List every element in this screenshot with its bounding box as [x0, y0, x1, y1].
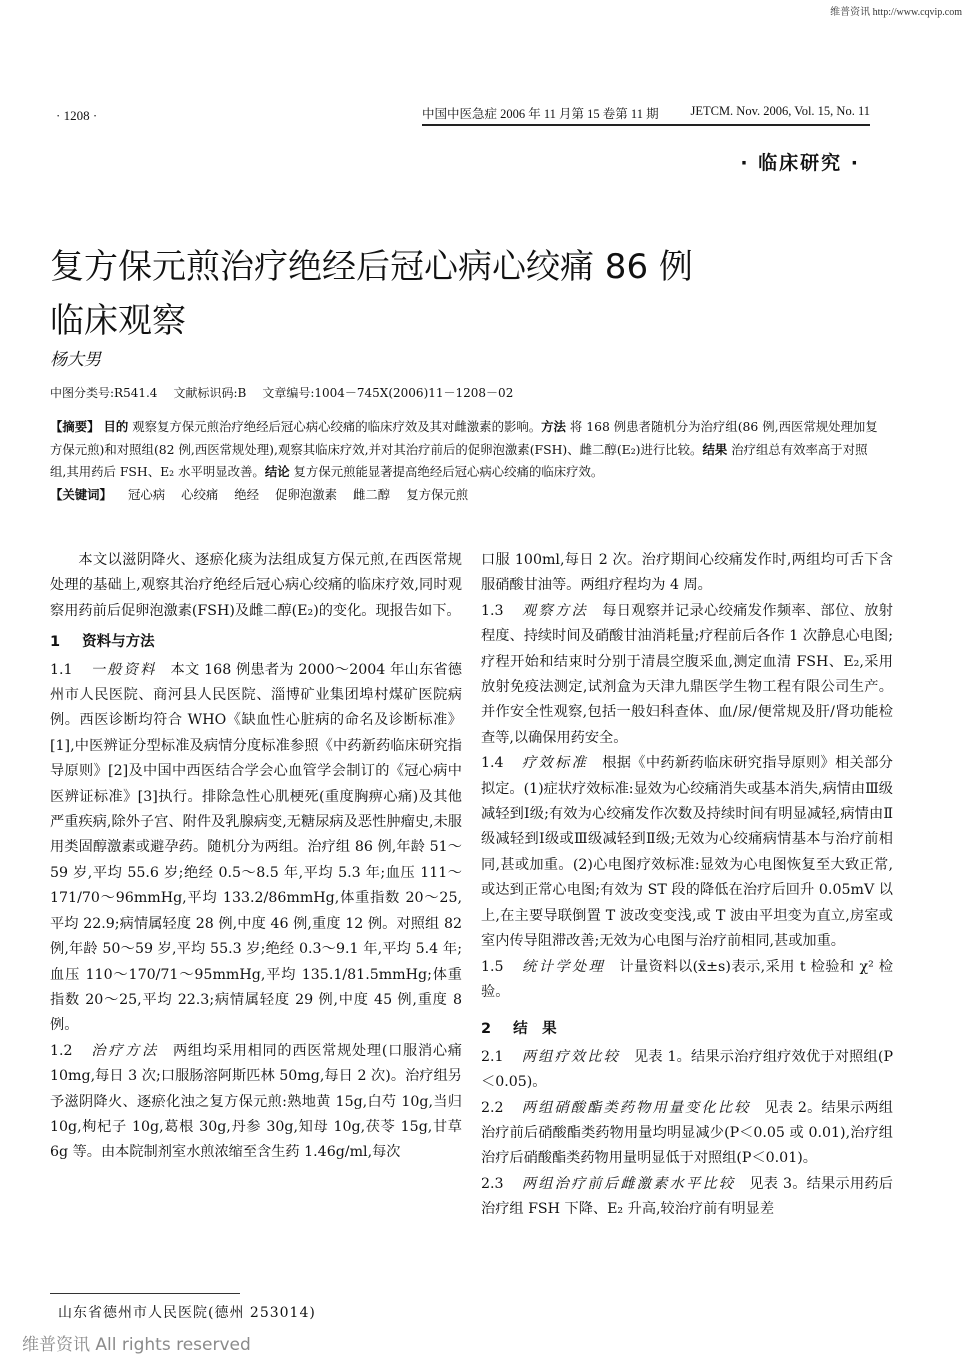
conclusion-label: 结论: [264, 464, 290, 479]
intro-paragraph: 本文以滋阴降火、逐瘀化痰为法组成复方保元煎,在西医常规处理的基础上,观察其治疗绝经后冠心病心绞痛的临床疗效,同时观察用药前后促卵泡激素(FSH)及雌二醇(E₂)的变化。现报告如下。: [50, 552, 462, 619]
subsection-text: 见表 1。结果示治疗组疗效优于对照组(P＜0.05)。: [481, 1048, 893, 1091]
subsection-text: 本文 168 例患者为 2000～2004 年山东省德州市人民医院、商河县人民医院、淄博矿业集团埠村煤矿医院病例。西医诊断均符合 WHO《缺血性心脏病的命名及诊断标准》[1],中医辨证分型标准及病情分度标准参照《中药新药临床研究指导原则》[2]及中国中西医结合学会心血管学会制订的《冠心病中医辨证标准》[3]执行。排除急性心肌梗死(重度胸痹心痛)及其他严重疾病,除外子宫、附件及乳腺病变,无糖尿病及恶性肿瘤史,未服用类固醇激素或避孕药。随机分为两组。治疗组 86 例,年龄 51～59 岁,平均 55.6 岁;绝经 0.5～8.5 年,平均 5.3 年;血压 111～171/70～96mmHg,平均 133.2/86mmHg,体重指数 20～25,平均 22.9;病情属轻度 28 例,中度 46 例,重度 12 例。对照组 82 例,年龄 50～59 岁,平均 55.3 岁;绝经 0.3～9.1 年,平均 5.4 年;血压 110～170/71～95mmHg,平均 135.1/81.5mmHg;体重指数 20～25,平均 22.3;病情属轻度 29 例,中度 45 例,重度 8 例。: [50, 661, 462, 1034]
subsection-1-4: [481, 751, 893, 954]
running-header: [422, 104, 870, 126]
subsection-1-2-continued: 口服 100ml,每日 2 次。治疗期间心绞痛发作时,两组均可舌下含服硝酸甘油等。两组疗程均为 4 周。: [481, 552, 893, 594]
subsection-title: 治疗方法: [90, 1042, 159, 1059]
subsection-1-1: [50, 658, 462, 1039]
subsection-number: 2.2: [481, 1099, 504, 1116]
result-label: 结果: [702, 441, 728, 457]
subsection-1-5: [481, 955, 893, 1006]
subsection-title: 统计学处理: [521, 958, 606, 975]
subsection-text: 计量资料以(x̄±s)表示,采用 t 检验和 χ² 检验。: [481, 958, 893, 1000]
subsection-2-1: [481, 1045, 893, 1096]
subsection-number: 1.3: [481, 602, 504, 619]
abstract: [50, 416, 880, 506]
body-column-right: [481, 548, 893, 1223]
subsection-title: 两组疗效比较: [521, 1048, 621, 1065]
subsection-number: 2.3: [481, 1175, 504, 1192]
method-label: 方法: [541, 419, 566, 434]
section-tag: · 临床研究 ·: [740, 152, 860, 174]
subsection-title: 两组治疗前后雌激素水平比较: [521, 1175, 736, 1192]
keywords: [50, 484, 880, 507]
title-line-1: 复方保元煎治疗绝经后冠心病心绞痛 86 例: [50, 247, 693, 287]
article-number: 文章编号:1004－745X(2006)11－1208－02: [262, 386, 514, 400]
subsection-text: 两组均采用相同的西医常规处理(口服消心痛 10mg,每日 3 次;口服肠溶阿斯匹林 50mg,每日 2 次)。治疗组另予滋阴降火、逐瘀化浊之复方保元煎:熟地黄 15g,白芍 10g,当归 10g,枸杞子 10g,葛根 30g,丹参 30g,知母 10g,茯苓 15g,甘草 6g 等。由本院制剂室水煎浓缩至含生药 1.46g/ml,每次: [50, 1042, 462, 1161]
objective-label: 目的: [103, 419, 129, 434]
objective-text: 观察复方保元煎治疗绝经后冠心病心绞痛的临床疗效及其对雌激素的影响。: [132, 419, 542, 434]
subsection-text: 见表 3。结果示用药后治疗组 FSH 下降、E₂ 升高,较治疗前有明显差: [481, 1175, 893, 1218]
body-column-left: [50, 548, 462, 1166]
subsection-2-3: [481, 1172, 893, 1223]
subsection-number: 2.1: [481, 1048, 504, 1065]
author: 杨大男: [50, 350, 101, 370]
subsection-1-2: [50, 1039, 462, 1166]
subsection-text: 每日观察并记录心绞痛发作频率、部位、放射程度、持续时间及硝酸甘油消耗量;疗程前后各作 1 次静息心电图;疗程开始和结束时分别于清晨空腹采血,测定血清 FSH、E₂,采用放射免疫法测定,试剂盒为天津九鼎医学生物工程有限公司生产。并作安全性观察,包括一般妇科查体、血/尿/便常规及肝/肾功能检查等,以确保用药安全。: [481, 602, 893, 746]
subsection-2-2: [481, 1096, 893, 1172]
abstract-label: 【摘要】: [50, 419, 100, 434]
section-heading-1: [50, 630, 462, 655]
keywords-label: 【关键词】: [50, 486, 112, 502]
article-title: [50, 240, 770, 348]
result-text: 治疗组总有效率高于对照组,其用药后 FSH、E₂ 水平明显改善。: [50, 441, 868, 479]
section-heading-2: [481, 1017, 893, 1042]
section-number: 1: [50, 634, 61, 651]
title-line-2: 临床观察: [50, 301, 186, 341]
subsection-text: 见表 2。结果示两组治疗前后硝酸酯类药物用量均明显减少(P＜0.05 或 0.01),治疗组治疗后硝酸酯类药物用量明显低于对照组(P＜0.01)。: [481, 1099, 893, 1167]
subsection-number: 1.5: [481, 958, 504, 975]
journal-en: JETCM. Nov. 2006, Vol. 15, No. 11: [690, 104, 870, 118]
page-number: · 1208 ·: [56, 108, 98, 123]
keyword: 促卵泡激素: [275, 486, 338, 502]
method-text: 将 168 例患者随机分为治疗组(86 例,西医常规处理加复方保元煎)和对照组(82 例,西医常规处理),观察其临床疗效,并对其治疗前后的促卵泡激素(FSH)、雌二醇(E₂)进行比较。: [50, 419, 878, 457]
journal-cn: 中国中医急症 2006 年 11 月第 15 卷第 11 期: [422, 107, 659, 121]
copyright-watermark: 维普资讯 All rights reserved: [22, 1335, 251, 1355]
clc-number: 中图分类号:R541.4: [50, 386, 158, 400]
keyword: 冠心病: [127, 486, 166, 502]
watermark-url: 维普资讯 http://www.cqvip.com: [830, 7, 962, 18]
doc-code: 文献标识码:B: [173, 386, 247, 400]
subsection-text: 根据《中药新药临床研究指导原则》相关部分拟定。(1)症状疗效标准:显效为心绞痛消失或基本消失,病情由Ⅲ级减轻到Ⅰ级;有效为心绞痛发作次数及持续时间有明显减轻,病情由Ⅱ级减轻到Ⅰ级或Ⅲ级减轻到Ⅱ级;无效为心绞痛病情基本与治疗前相同,甚或加重。(2)心电图疗效标准:显效为心电图恢复至大致正常,或达到正常心电图;有效为 ST 段的降低在治疗后回升 0.05mV 以上,在主要导联倒置 T 波改变变浅,或 T 波由平坦变为直立,房室或室内传导阻滞改善;无效为心电图与治疗前相同,甚或加重。: [481, 755, 893, 950]
subsection-title: 两组硝酸酯类药物用量变化比较: [521, 1099, 751, 1116]
article-meta: [50, 384, 513, 401]
footnote-divider: [50, 1293, 240, 1294]
subsection-number: 1.1: [50, 661, 73, 678]
subsection-title: 疗效标准: [521, 755, 589, 772]
keyword: 心绞痛: [181, 486, 219, 502]
keyword: 复方保元煎: [406, 486, 469, 502]
keyword: 绝经: [234, 486, 260, 502]
subsection-number: 1.2: [50, 1042, 73, 1059]
subsection-1-3: [481, 599, 893, 751]
conclusion-text: 复方保元煎能显著提高绝经后冠心病心绞痛的临床疗效。: [293, 464, 604, 479]
subsection-title: 一般资料: [90, 661, 157, 678]
section-number: 2: [481, 1021, 492, 1038]
subsection-number: 1.4: [481, 755, 504, 772]
abstract-body: [50, 416, 880, 484]
author-affiliation: 山东省德州市人民医院(德州 253014): [58, 1305, 316, 1321]
keyword: 雌二醇: [353, 486, 391, 502]
subsection-title: 观察方法: [521, 602, 589, 619]
section-title: 资料与方法: [82, 634, 155, 651]
section-title: 结 果: [513, 1021, 557, 1038]
